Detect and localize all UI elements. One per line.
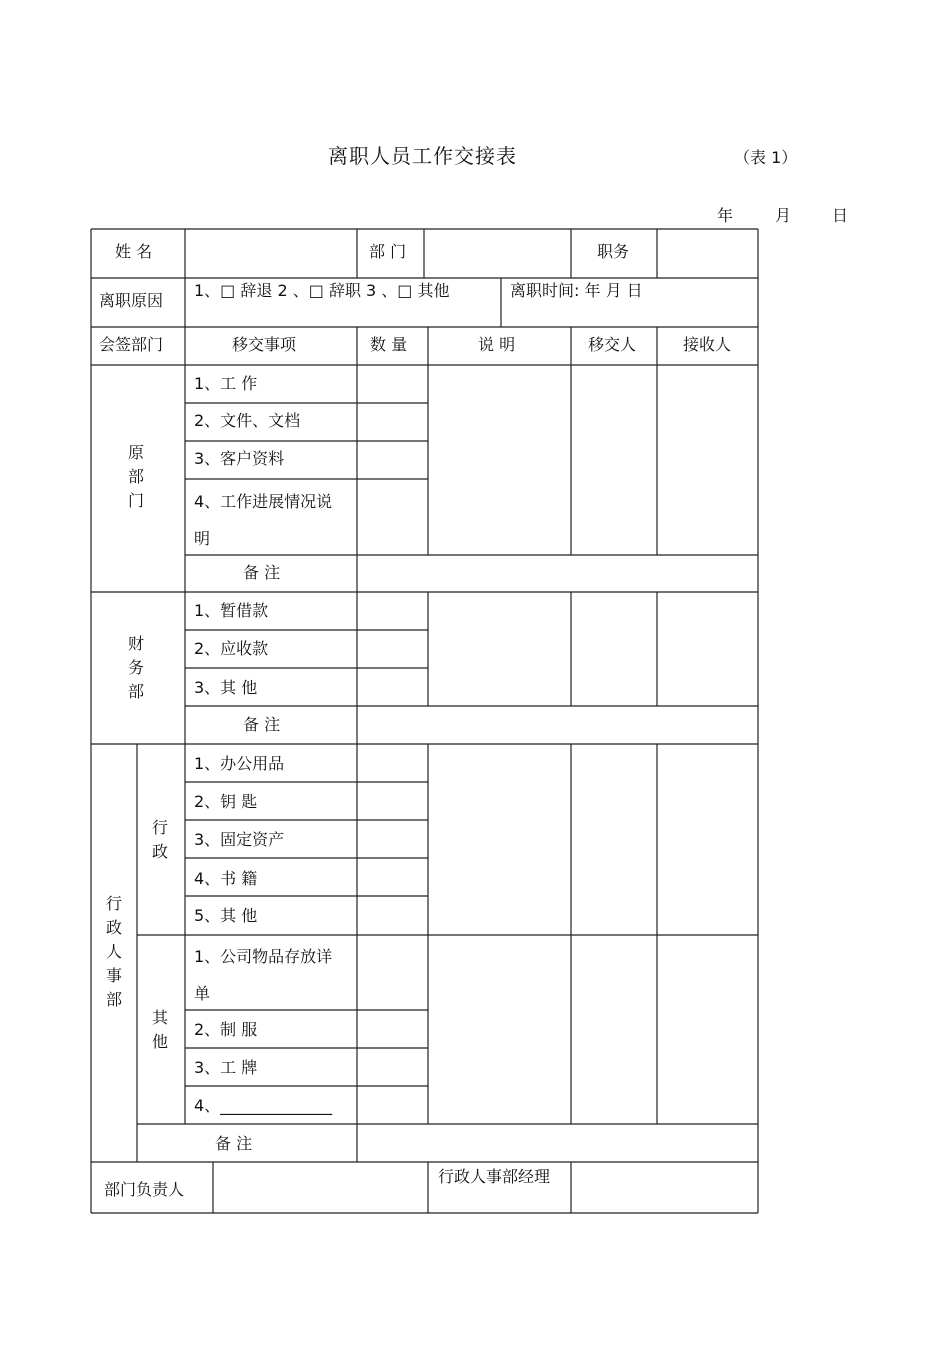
admin-hr-label: 行政人事部 [105, 894, 122, 1009]
finance-remark-label: 备 注 [243, 715, 281, 734]
leave-reason-options: 1、□ 辞退 2 、□ 辞职 3 、□ 其他 [194, 281, 450, 300]
admin-item-4: 4、书 籍 [194, 869, 258, 888]
other-item-4: 4、______________ [194, 1096, 333, 1115]
name-label: 姓 名 [115, 242, 153, 261]
admin-item-2: 2、钥 匙 [194, 792, 258, 811]
finance-item-1: 1、暂借款 [194, 601, 269, 620]
admin-item-3: 3、固定资产 [194, 830, 285, 849]
finance-item-2: 2、应收款 [194, 639, 269, 658]
col-sign-dept: 会签部门 [99, 335, 164, 354]
leave-reason-label: 离职原因 [99, 291, 164, 310]
orig-remark-label: 备 注 [243, 563, 281, 582]
admin-item-5: 5、其 他 [194, 906, 258, 925]
date-day: 日 [832, 206, 849, 225]
hr-manager-label: 行政人事部经理 [438, 1167, 551, 1186]
other-sub-label: 其他 [151, 1008, 168, 1051]
col-handover: 移交人 [588, 335, 637, 354]
position-label: 职务 [597, 242, 630, 261]
table-number: （表 1） [734, 148, 798, 167]
admin-sub-label: 行政 [151, 818, 168, 861]
finance-label: 财务部 [127, 634, 144, 701]
other-item-2: 2、制 服 [194, 1020, 258, 1039]
form-title: 离职人员工作交接表 [328, 144, 517, 168]
finance-item-3: 3、其 他 [194, 678, 258, 697]
orig-item-4: 4、工作进展情况说明 [194, 492, 333, 548]
other-item-1: 1、公司物品存放详单 [194, 947, 333, 1003]
orig-item-2: 2、文件、文档 [194, 411, 301, 430]
dept-label: 部 门 [369, 242, 407, 261]
col-item: 移交事项 [232, 335, 297, 354]
leave-time-label: 离职时间: 年 月 日 [510, 281, 643, 300]
other-item-3: 3、工 牌 [194, 1058, 258, 1077]
orig-item-3: 3、客户资料 [194, 449, 285, 468]
col-qty: 数 量 [370, 335, 408, 354]
admin-item-1: 1、办公用品 [194, 754, 285, 773]
orig-dept-label: 原部门 [127, 443, 144, 510]
dept-head-label: 部门负责人 [104, 1180, 185, 1199]
col-desc: 说 明 [478, 335, 516, 354]
date-month: 月 [775, 206, 792, 225]
date-year: 年 [717, 206, 734, 225]
orig-item-1: 1、工 作 [194, 374, 258, 393]
admin-hr-remark-label: 备 注 [215, 1134, 253, 1153]
col-receiver: 接收人 [683, 335, 732, 354]
